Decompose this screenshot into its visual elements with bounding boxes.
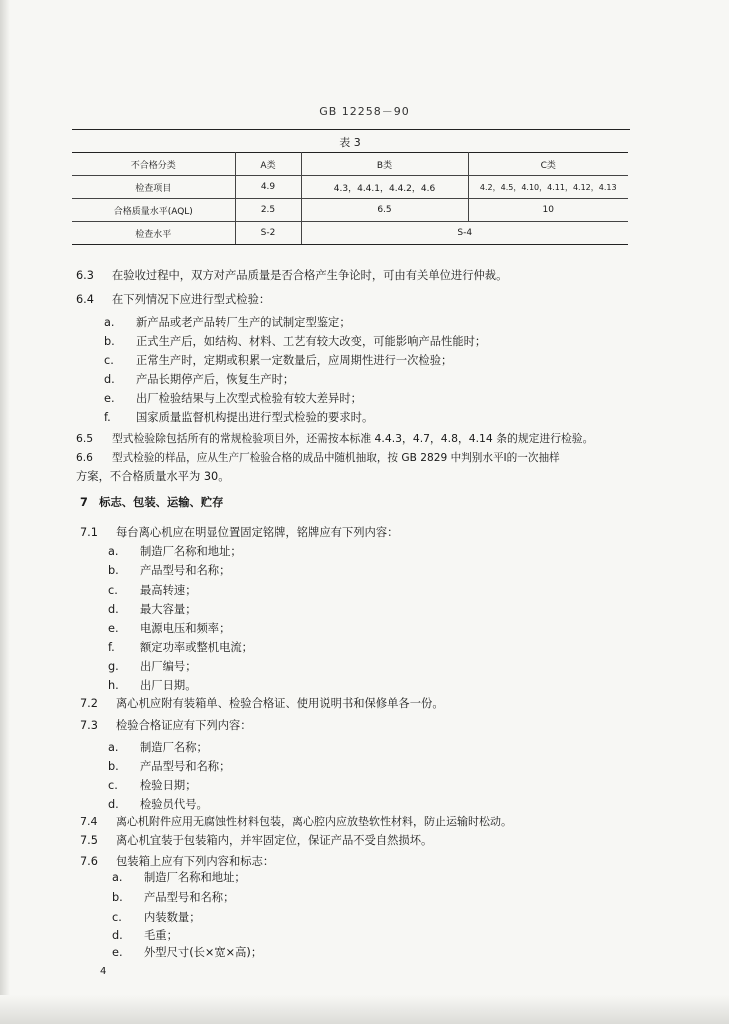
clause-number: 7.6: [80, 855, 98, 868]
page-number: 4: [100, 966, 107, 977]
list-item: [104, 373, 294, 387]
list-item: [108, 798, 208, 812]
table-cell: 4.9: [235, 176, 301, 199]
table-cell: 不合格分类: [72, 153, 235, 176]
clause-7-3: [80, 719, 252, 733]
clause-text: 包装箱上应有下列内容和标志：: [116, 855, 275, 868]
item-label: b.: [108, 760, 119, 773]
item-text: 外型尺寸(长×宽×高)；: [144, 946, 263, 959]
list-item: [108, 760, 230, 774]
item-text: 新产品或老产品转厂生产的试制定型鉴定；: [136, 316, 351, 329]
table-cell: S-2: [235, 222, 301, 245]
list-item: [108, 545, 242, 559]
item-label: e.: [104, 392, 115, 405]
table-cell: 4.3，4.4.1，4.4.2，4.6: [301, 176, 468, 199]
item-label: d.: [108, 798, 119, 811]
item-label: b.: [112, 891, 123, 904]
item-label: c.: [104, 354, 114, 367]
table-cell: 2.5: [235, 199, 301, 222]
item-text: 出厂检验结果与上次型式检验有较大差异时；: [136, 392, 362, 405]
table-cell: C类: [468, 153, 628, 176]
item-text: 出厂日期。: [140, 679, 197, 692]
list-item: [108, 622, 230, 636]
clause-text: 离心机附件应用无腐蚀性材料包装，离心腔内应放垫软性材料，防止运输时松动。: [116, 815, 512, 828]
table-cell: 4.2，4.5，4.10，4.11，4.12，4.13: [468, 176, 628, 199]
list-item: [108, 679, 197, 693]
clause-number: 6.3: [76, 269, 94, 282]
item-label: e.: [112, 946, 123, 959]
scan-shadow-left: [0, 0, 10, 1024]
item-text: 制造厂名称和地址；: [140, 545, 242, 558]
table-cell: 10: [468, 199, 628, 222]
clause-text: 在下列情况下应进行型式检验：: [112, 293, 271, 306]
clause-text: 检验合格证应有下列内容：: [116, 719, 252, 732]
item-text: 最大容量；: [140, 603, 197, 616]
list-item: [108, 584, 197, 598]
list-item: [108, 641, 253, 655]
table-cell: A类: [235, 153, 301, 176]
table-row: [72, 176, 628, 199]
clause-number: 7.3: [80, 719, 98, 732]
clause-text: 在验收过程中，双方对产品质量是否合格产生争论时，可由有关单位进行仲裁。: [112, 269, 508, 282]
list-item: [112, 871, 246, 885]
item-label: d.: [108, 603, 119, 616]
clause-6-6-continued: [76, 470, 230, 484]
clause-number: 7.5: [80, 834, 98, 847]
item-text: 制造厂名称和地址；: [144, 871, 246, 884]
list-item: [104, 335, 486, 349]
item-text: 产品长期停产后，恢复生产时；: [136, 373, 295, 386]
item-label: a.: [112, 871, 123, 884]
list-item: [112, 911, 201, 925]
clause-text: 每台离心机应在明显位置固定铭牌，铭牌应有下列内容：: [116, 526, 399, 539]
table-row: [72, 153, 628, 176]
item-label: b.: [108, 564, 119, 577]
clause-6-3: [76, 269, 507, 283]
list-item: [104, 392, 362, 406]
clause-7-2: [80, 697, 444, 711]
clause-number: 7.2: [80, 697, 98, 710]
standard-code-header: GB 12258－90: [319, 105, 410, 118]
item-label: c.: [108, 584, 118, 597]
item-text: 检验员代号。: [140, 798, 208, 811]
item-label: h.: [108, 679, 119, 692]
item-label: e.: [108, 622, 119, 635]
table-cell: S-4: [301, 222, 628, 245]
item-text: 额定功率或整机电流；: [140, 641, 253, 654]
clause-text: 离心机宜装于包装箱内，并牢固定位，保证产品不受自然损坏。: [116, 834, 433, 847]
clause-number: 6.4: [76, 293, 94, 306]
table-row: [72, 222, 628, 245]
clause-6-4: [76, 293, 270, 307]
item-text: 出厂编号；: [140, 660, 197, 673]
clause-number: 6.6: [76, 452, 93, 464]
list-item: [108, 741, 208, 755]
item-text: 毛重；: [144, 929, 178, 942]
list-item: [108, 779, 197, 793]
clause-text: 型式检验的样品，应从生产厂检验合格的成品中随机抽取，按 GB 2829 中判别水平Ⅰ的一次抽样: [112, 452, 560, 464]
list-item: [104, 316, 351, 330]
table-3: [72, 152, 628, 245]
list-item: [108, 603, 197, 617]
table-cell: 合格质量水平(AQL): [72, 199, 235, 222]
clause-text: 方案，不合格质量水平为 30。: [76, 470, 230, 483]
table-cell: 检查水平: [72, 222, 235, 245]
item-label: f.: [108, 641, 115, 654]
item-text: 最高转速；: [140, 584, 197, 597]
clause-text: 离心机应附有装箱单、检验合格证、使用说明书和保修单各一份。: [116, 697, 444, 710]
clause-number: 7.1: [80, 526, 98, 539]
item-label: a.: [108, 741, 119, 754]
item-text: 产品型号和名称；: [144, 891, 235, 904]
clause-6-5: [76, 432, 593, 446]
list-item: [104, 411, 373, 425]
table-cell: 6.5: [301, 199, 468, 222]
item-label: a.: [104, 316, 115, 329]
item-text: 检验日期；: [140, 779, 197, 792]
scan-shadow-bottom: [0, 995, 729, 1024]
item-label: g.: [108, 660, 119, 673]
header-rule: [72, 129, 630, 130]
table-row: [72, 199, 628, 222]
list-item: [112, 929, 178, 943]
item-text: 国家质量监督机构提出进行型式检验的要求时。: [136, 411, 374, 424]
clause-number: 6.5: [76, 432, 94, 445]
table-cell: 检查项目: [72, 176, 235, 199]
section-7-title: 7 标志、包装、运输、贮存: [80, 496, 224, 509]
table-cell: B类: [301, 153, 468, 176]
item-label: d.: [112, 929, 123, 942]
item-text: 正常生产时，定期或积累一定数量后，应周期性进行一次检验；: [136, 354, 453, 367]
item-label: a.: [108, 545, 119, 558]
list-item: [104, 354, 452, 368]
item-text: 电源电压和频率；: [140, 622, 231, 635]
item-text: 产品型号和名称；: [140, 564, 231, 577]
list-item: [112, 891, 234, 905]
list-item: [112, 946, 262, 960]
item-label: d.: [104, 373, 115, 386]
clause-7-1: [80, 526, 398, 540]
clause-7-5: [80, 834, 432, 848]
table-caption: 表 3: [339, 136, 361, 149]
item-text: 制造厂名称；: [140, 741, 208, 754]
item-text: 内装数量；: [144, 911, 201, 924]
clause-7-6: [80, 855, 274, 869]
clause-7-4: [80, 815, 512, 829]
item-label: f.: [104, 411, 111, 424]
item-text: 产品型号和名称；: [140, 760, 231, 773]
list-item: [108, 660, 197, 674]
item-text: 正式生产后，如结构、材料、工艺有较大改变，可能影响产品性能时；: [136, 335, 487, 348]
clause-text: 型式检验除包括所有的常规检验项目外，还需按本标准 4.4.3，4.7，4.8，4.14 条的规定进行检验。: [112, 432, 594, 445]
item-label: c.: [112, 911, 122, 924]
clause-6-6: [76, 451, 560, 465]
clause-number: 7.4: [80, 815, 98, 828]
item-label: b.: [104, 335, 115, 348]
item-label: c.: [108, 779, 118, 792]
list-item: [108, 564, 230, 578]
